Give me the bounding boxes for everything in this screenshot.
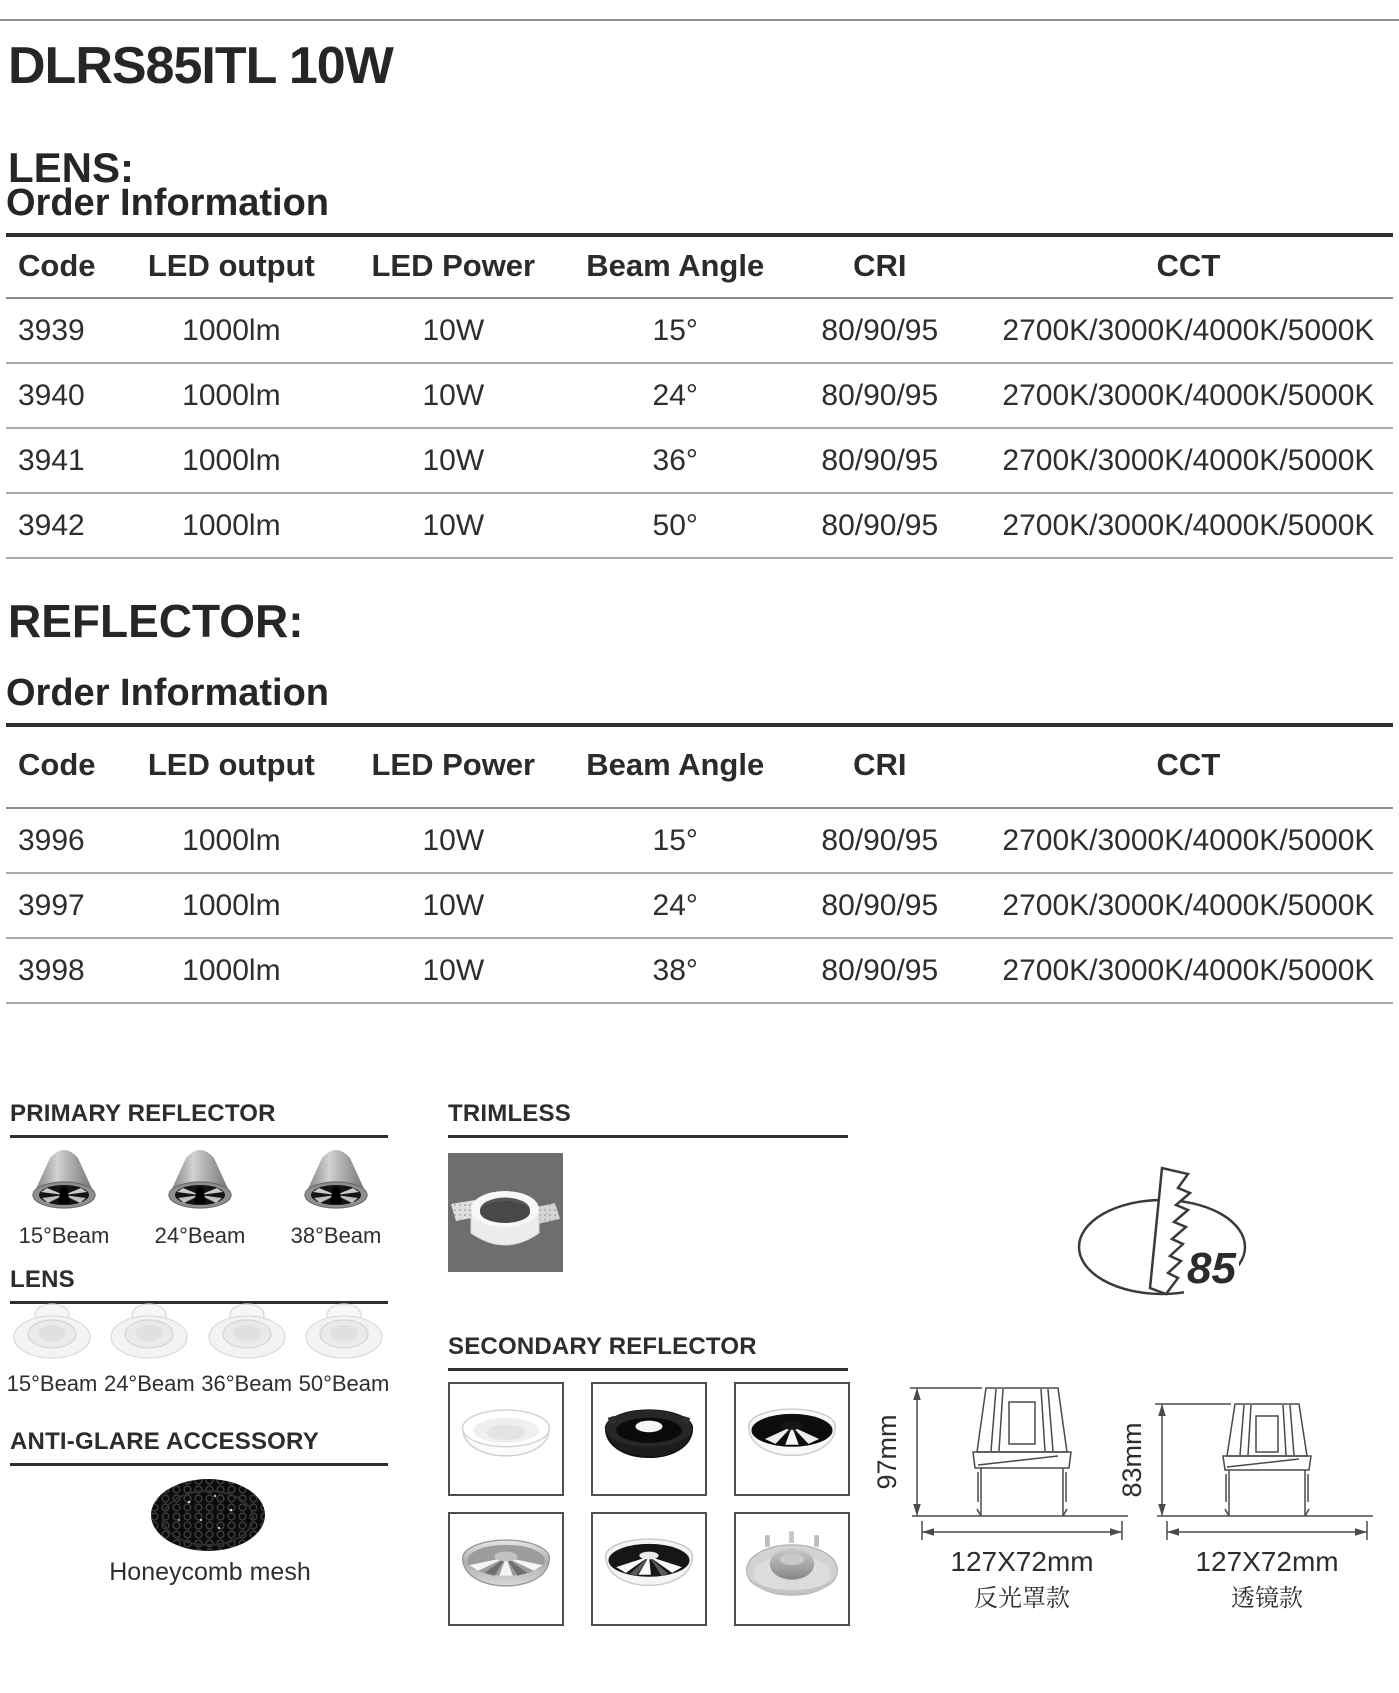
secondary-reflector-chrome-icon bbox=[448, 1512, 564, 1626]
table-row bbox=[6, 808, 1393, 873]
reflector-cone-icon bbox=[150, 1146, 250, 1219]
cell-code: 3939 bbox=[18, 313, 85, 347]
cell-beam-angle: 15° bbox=[652, 313, 698, 347]
cell-led-power: 10W bbox=[422, 888, 485, 922]
dimension-diagram-lens bbox=[1115, 1378, 1395, 1623]
lens-order-information-heading: Order Information bbox=[6, 182, 1393, 237]
reflector-order-table bbox=[6, 722, 1393, 1004]
lens-icon bbox=[6, 1300, 98, 1367]
cell-code: 3998 bbox=[18, 953, 85, 987]
lens-figure bbox=[103, 1300, 195, 1397]
cell-led-output: 1000lm bbox=[182, 313, 281, 347]
top-divider bbox=[0, 19, 1399, 21]
col-header-cri: CRI bbox=[853, 746, 907, 782]
col-header-led-power: LED Power bbox=[371, 746, 536, 782]
dim-type-label: 透镜款 bbox=[1231, 1585, 1303, 1612]
lens-figure bbox=[201, 1300, 293, 1397]
beam-label: 36°Beam bbox=[201, 1371, 293, 1396]
honeycomb-mesh-icon bbox=[149, 1476, 267, 1559]
col-header-led-power: LED Power bbox=[371, 247, 536, 283]
cell-led-output: 1000lm bbox=[182, 953, 281, 987]
beam-label: 50°Beam bbox=[298, 1371, 390, 1396]
beam-label: 38°Beam bbox=[290, 1223, 382, 1248]
lens-figures bbox=[6, 1300, 390, 1397]
beam-label: 24°Beam bbox=[154, 1223, 246, 1248]
cell-led-power: 10W bbox=[422, 953, 485, 987]
col-header-cct: CCT bbox=[1156, 247, 1221, 283]
table-row bbox=[6, 493, 1393, 558]
table-row bbox=[6, 873, 1393, 938]
dim-height-label: 83mm bbox=[1117, 1422, 1147, 1498]
secondary-reflector-grid bbox=[448, 1382, 850, 1626]
cell-cri: 80/90/95 bbox=[821, 378, 939, 412]
table-header-row bbox=[6, 722, 1393, 808]
col-header-code: Code bbox=[18, 746, 96, 782]
lens-icon bbox=[201, 1300, 293, 1367]
cell-cct: 2700K/3000K/4000K/5000K bbox=[1002, 953, 1375, 987]
primary-reflector-figures bbox=[14, 1146, 386, 1249]
cell-led-output: 1000lm bbox=[182, 823, 281, 857]
cell-beam-angle: 50° bbox=[652, 508, 698, 542]
cell-cct: 2700K/3000K/4000K/5000K bbox=[1002, 888, 1375, 922]
lens-figure bbox=[298, 1300, 390, 1397]
col-header-cct: CCT bbox=[1156, 746, 1221, 782]
secondary-reflector-white-icon bbox=[448, 1382, 564, 1496]
secondary-reflector-heading: SECONDARY REFLECTOR bbox=[448, 1333, 848, 1371]
reflector-order-information-heading: Order Information bbox=[6, 672, 1393, 727]
cell-led-power: 10W bbox=[422, 313, 485, 347]
beam-label: 15°Beam bbox=[6, 1371, 98, 1396]
lens-icon bbox=[103, 1300, 195, 1367]
secondary-reflector-dome-icon bbox=[734, 1512, 850, 1626]
cell-led-output: 1000lm bbox=[182, 888, 281, 922]
cell-cri: 80/90/95 bbox=[821, 953, 939, 987]
col-header-led-output: LED output bbox=[147, 247, 315, 283]
cell-led-power: 10W bbox=[422, 443, 485, 477]
table-row bbox=[6, 938, 1393, 1003]
col-header-cri: CRI bbox=[853, 247, 907, 283]
cutout-diameter-value: 85 bbox=[1184, 1244, 1239, 1294]
cell-code: 3942 bbox=[18, 508, 85, 542]
dim-size-label: 127X72mm bbox=[950, 1546, 1094, 1577]
reflector-cone-icon bbox=[286, 1146, 386, 1219]
cell-cct: 2700K/3000K/4000K/5000K bbox=[1002, 378, 1375, 412]
cell-beam-angle: 24° bbox=[652, 378, 698, 412]
col-header-led-output: LED output bbox=[147, 746, 315, 782]
lens-order-table bbox=[6, 234, 1393, 559]
cell-cct: 2700K/3000K/4000K/5000K bbox=[1002, 823, 1375, 857]
cell-led-power: 10W bbox=[422, 823, 485, 857]
lens-figure bbox=[6, 1300, 98, 1397]
cell-cri: 80/90/95 bbox=[821, 313, 939, 347]
secondary-reflector-black-icon bbox=[591, 1382, 707, 1496]
cell-led-output: 1000lm bbox=[182, 378, 281, 412]
cell-cri: 80/90/95 bbox=[821, 888, 939, 922]
cell-beam-angle: 38° bbox=[652, 953, 698, 987]
col-header-beam-angle: Beam Angle bbox=[586, 746, 765, 782]
cell-led-power: 10W bbox=[422, 508, 485, 542]
cell-beam-angle: 36° bbox=[652, 443, 698, 477]
col-header-beam-angle: Beam Angle bbox=[586, 247, 765, 283]
primary-reflector-figure bbox=[286, 1146, 386, 1249]
cell-led-output: 1000lm bbox=[182, 508, 281, 542]
page-title: DLRS85ITL 10W bbox=[8, 37, 393, 95]
cell-code: 3997 bbox=[18, 888, 85, 922]
primary-reflector-heading: PRIMARY REFLECTOR bbox=[10, 1100, 388, 1138]
beam-label: 15°Beam bbox=[18, 1223, 110, 1248]
table-row bbox=[6, 428, 1393, 493]
secondary-reflector-white-chrome-icon bbox=[591, 1512, 707, 1626]
primary-reflector-figure bbox=[150, 1146, 250, 1249]
table-row bbox=[6, 298, 1393, 363]
dim-type-label: 反光罩款 bbox=[974, 1585, 1070, 1612]
table-header-row bbox=[6, 234, 1393, 298]
honeycomb-mesh-caption: Honeycomb mesh bbox=[109, 1558, 311, 1586]
dimension-diagram-reflector bbox=[870, 1378, 1150, 1623]
cell-code: 3996 bbox=[18, 823, 85, 857]
cell-code: 3941 bbox=[18, 443, 85, 477]
lens-icon bbox=[298, 1300, 390, 1367]
cell-code: 3940 bbox=[18, 378, 85, 412]
beam-label: 24°Beam bbox=[103, 1371, 195, 1396]
cell-cri: 80/90/95 bbox=[821, 443, 939, 477]
cell-cct: 2700K/3000K/4000K/5000K bbox=[1002, 508, 1375, 542]
cell-beam-angle: 15° bbox=[652, 823, 698, 857]
lens-section-heading: LENS: bbox=[8, 144, 134, 191]
reflector-cone-icon bbox=[14, 1146, 114, 1219]
cell-cct: 2700K/3000K/4000K/5000K bbox=[1002, 443, 1375, 477]
trimless-heading: TRIMLESS bbox=[448, 1100, 848, 1138]
lens-accessory-heading: LENS bbox=[10, 1266, 388, 1304]
dim-height-label: 97mm bbox=[872, 1414, 902, 1490]
reflector-section-heading: REFLECTOR: bbox=[8, 595, 304, 647]
col-header-code: Code bbox=[18, 247, 96, 283]
trimless-frame-icon bbox=[448, 1153, 563, 1272]
dim-size-label: 127X72mm bbox=[1195, 1546, 1339, 1577]
cell-cct: 2700K/3000K/4000K/5000K bbox=[1002, 313, 1375, 347]
primary-reflector-figure bbox=[14, 1146, 114, 1249]
table-row bbox=[6, 363, 1393, 428]
cell-led-output: 1000lm bbox=[182, 443, 281, 477]
cell-cri: 80/90/95 bbox=[821, 508, 939, 542]
cell-cri: 80/90/95 bbox=[821, 823, 939, 857]
anti-glare-heading: ANTI-GLARE ACCESSORY bbox=[10, 1428, 388, 1466]
cell-led-power: 10W bbox=[422, 378, 485, 412]
cell-beam-angle: 24° bbox=[652, 888, 698, 922]
secondary-reflector-white-black-icon bbox=[734, 1382, 850, 1496]
